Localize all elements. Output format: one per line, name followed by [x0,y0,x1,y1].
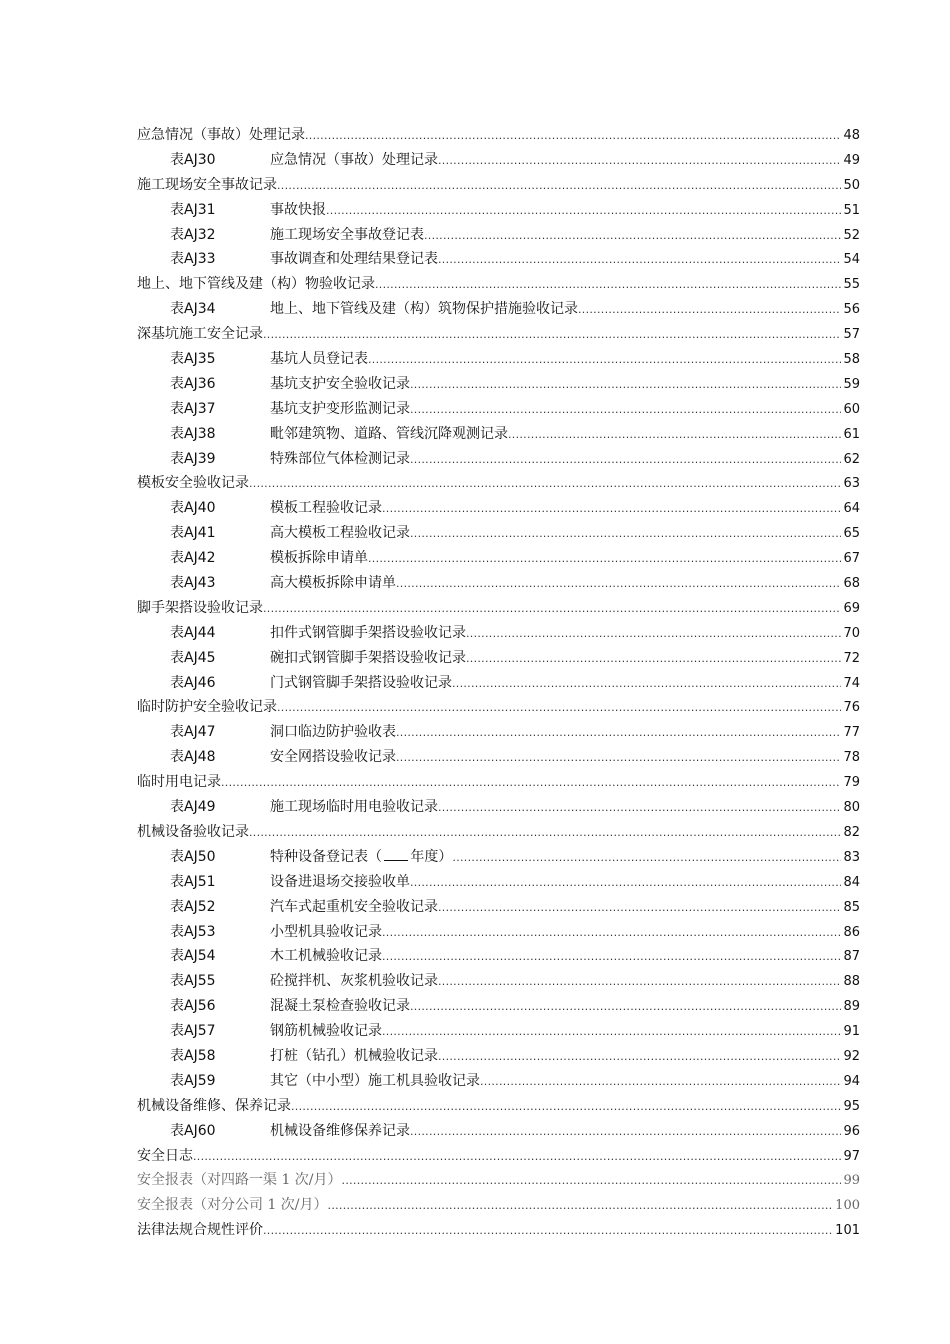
toc-entry-title: 安全报表（对分公司 1 次/月） [137,1197,328,1214]
toc-entry-code: 表AJ58 [170,1047,216,1064]
toc-entry-title: 碗扣式钢管脚手架搭设验收记录 [270,649,466,666]
toc-entry-code: 表AJ51 [170,873,216,890]
toc-entry-title: 安全日志 [137,1147,193,1164]
dot-leader [410,373,841,398]
toc-entry-code: 表AJ40 [170,500,216,517]
toc-entry[interactable] [137,770,860,795]
toc-entry-title: 安全报表（对四路一渠 1 次/月） [137,1172,342,1189]
toc-page-number: 62 [843,451,860,467]
dot-leader [368,547,841,572]
toc-page-number: 52 [843,227,860,243]
dot-leader [452,846,841,871]
toc-page-number: 51 [843,202,860,218]
toc-entry-code: 表AJ44 [170,624,216,641]
toc-subentry[interactable] [137,571,860,596]
toc-entry-title: 事故快报 [270,201,326,218]
toc-page-number: 82 [843,824,860,840]
toc-entry-title: 地上、地下管线及建（构）物验收记录 [137,276,375,293]
toc-subentry[interactable] [137,521,860,546]
toc-entry-title: 模板安全验收记录 [137,475,249,492]
toc-entry-title: 小型机具验收记录 [270,923,382,940]
toc-entry-title: 机械设备维修保养记录 [270,1122,410,1139]
toc-entry-title: 高大模板拆除申请单 [270,575,396,592]
fill-in-blank [384,846,408,861]
dot-leader [452,672,841,697]
toc-page-number: 63 [843,476,860,492]
toc-subentry[interactable] [137,870,860,895]
dot-leader [396,721,841,746]
toc-subentry[interactable] [137,745,860,770]
toc-subentry[interactable] [137,1019,860,1044]
toc-entry-code: 表AJ57 [170,1023,216,1040]
toc-entry-title: 洞口临边防护验收表 [270,724,396,741]
dot-leader [249,472,841,497]
toc-entry-code: 表AJ42 [170,550,216,567]
toc-entry-code: 表AJ35 [170,351,216,368]
toc-page-number: 57 [843,327,860,343]
toc-entry-title: 安全网搭设验收记录 [270,749,396,766]
toc-entry-code: 表AJ53 [170,923,216,940]
toc-entry-code: 表AJ32 [170,226,216,243]
dot-leader [438,796,841,821]
dot-leader [342,1169,842,1194]
toc-page-number: 96 [843,1123,860,1139]
dot-leader [249,821,841,846]
toc-entry-title: 门式钢管脚手架搭设验收记录 [270,674,452,691]
toc-entry[interactable] [137,1193,860,1218]
toc-page-number: 48 [843,128,860,143]
dot-leader [305,124,841,149]
dot-leader [438,970,841,995]
dot-leader [438,896,841,921]
toc-subentry[interactable] [137,621,860,646]
table-of-contents [137,123,860,1243]
toc-entry-title: 打桩（钻孔）机械验收记录 [270,1047,438,1064]
toc-subentry[interactable] [137,247,860,272]
toc-page-number: 88 [843,974,860,990]
dot-leader [277,696,841,721]
toc-page-number: 80 [843,800,860,816]
dot-leader [424,224,841,249]
toc-page-number: 92 [843,1048,860,1064]
toc-page-number: 87 [843,949,860,965]
dot-leader [263,1219,833,1244]
dot-leader [193,1145,841,1170]
dot-leader [410,871,841,896]
toc-entry[interactable] [137,1094,860,1119]
toc-entry-code: 表AJ55 [170,973,216,990]
dot-leader [326,199,841,224]
toc-subentry[interactable] [137,1119,860,1144]
dot-leader [466,647,841,672]
dot-leader [221,771,841,796]
dot-leader [375,273,841,298]
toc-page-number: 91 [843,1024,860,1040]
toc-page-number: 49 [843,152,860,168]
toc-page-number: 64 [843,501,860,517]
dot-leader [410,1120,841,1145]
toc-entry-code: 表AJ33 [170,251,216,268]
toc-subentry[interactable] [137,920,860,945]
toc-subentry[interactable] [137,422,860,447]
toc-entry-code: 表AJ52 [170,898,216,915]
toc-page-number: 100 [835,1198,860,1214]
dot-leader [480,1070,841,1095]
toc-page-number: 83 [843,849,860,865]
dot-leader [410,448,841,473]
toc-subentry[interactable] [137,994,860,1019]
toc-entry[interactable] [137,695,860,720]
toc-entry-title: 机械设备维修、保养记录 [137,1097,291,1114]
toc-entry-title: 脚手架搭设验收记录 [137,599,263,616]
toc-entry[interactable] [137,272,860,297]
toc-subentry[interactable] [137,496,860,521]
toc-page-number: 67 [843,551,860,567]
toc-entry-code: 表AJ54 [170,948,216,965]
toc-page-number: 86 [843,924,860,940]
toc-entry-code: 表AJ48 [170,749,216,766]
toc-entry-title: 模板工程验收记录 [270,500,382,517]
toc-entry[interactable] [137,471,860,496]
toc-entry-title: 基坑支护变形监测记录 [270,400,410,417]
dot-leader [328,1194,834,1219]
toc-entry-title: 砼搅拌机、灰浆机验收记录 [270,973,438,990]
dot-leader [410,398,841,423]
toc-entry-title: 临时用电记录 [137,774,221,791]
toc-subentry[interactable] [137,397,860,422]
toc-subentry[interactable] [137,845,860,870]
toc-subentry[interactable] [137,447,860,472]
dot-leader [410,522,841,547]
toc-page-number: 101 [835,1223,860,1239]
toc-subentry[interactable] [137,546,860,571]
toc-entry-code: 表AJ37 [170,400,216,417]
toc-page-number: 95 [843,1098,860,1114]
dot-leader [438,1045,841,1070]
toc-page-number: 89 [843,999,860,1015]
toc-entry-title: 应急情况（事故）处理记录 [270,151,438,168]
dot-leader [382,921,841,946]
toc-entry-title: 事故调查和处理结果登记表 [270,251,438,268]
toc-page-number: 61 [843,426,860,442]
toc-page-number: 59 [843,376,860,392]
toc-page-number: 85 [843,899,860,915]
toc-entry-code: 表AJ34 [170,301,216,318]
toc-subentry[interactable] [137,795,860,820]
toc-entry-title: 法律法规合规性评价 [137,1222,263,1239]
toc-page-number: 94 [843,1073,860,1089]
toc-entry-code: 表AJ43 [170,575,216,592]
toc-entry-title: 机械设备验收记录 [137,823,249,840]
toc-entry-title: 深基坑施工安全记录 [137,326,263,343]
toc-subentry[interactable] [137,347,860,372]
toc-entry[interactable] [137,173,860,198]
toc-entry-title: 施工现场安全事故登记表 [270,226,424,243]
toc-entry-title: 混凝土泵检查验收记录 [270,998,410,1015]
toc-entry-code: 表AJ59 [170,1072,216,1089]
toc-page-number: 74 [843,675,860,691]
toc-entry-title: 其它（中小型）施工机具验收记录 [270,1072,480,1089]
toc-page-number: 55 [843,277,860,293]
dot-leader [578,298,841,323]
toc-entry-code: 表AJ49 [170,799,216,816]
toc-page-number: 99 [843,1173,860,1189]
toc-entry-title-suffix: 年度） [410,848,453,865]
toc-subentry[interactable] [137,895,860,920]
toc-entry-title: 施工现场安全事故记录 [137,176,277,193]
toc-entry-code: 表AJ39 [170,450,216,467]
toc-entry-title: 临时防护安全验收记录 [137,699,277,716]
toc-subentry[interactable] [137,148,860,173]
toc-entry-title: 应急情况（事故）处理记录 [137,127,305,143]
toc-subentry[interactable] [137,646,860,671]
dot-leader [291,1095,841,1120]
toc-entry-title: 毗邻建筑物、道路、管线沉降观测记录 [270,425,508,442]
toc-subentry[interactable] [137,223,860,248]
toc-entry[interactable] [137,322,860,347]
toc-entry-title: 钢筋机械验收记录 [270,1023,382,1040]
dot-leader [396,746,841,771]
dot-leader [410,995,841,1020]
toc-entry-code: 表AJ50 [170,848,216,865]
dot-leader [277,174,841,199]
toc-entry-title: 模板拆除申请单 [270,550,368,567]
toc-entry-title: 基坑人员登记表 [270,351,368,368]
toc-page-number: 69 [843,600,860,616]
toc-page-number: 97 [843,1148,860,1164]
dot-leader [466,622,841,647]
toc-entry-title: 扣件式钢管脚手架搭设验收记录 [270,624,466,641]
toc-entry-title: 特种设备登记表（ [270,848,382,865]
dot-leader [396,572,841,597]
toc-entry[interactable] [137,1168,860,1193]
toc-entry-code: 表AJ56 [170,998,216,1015]
toc-entry-title: 基坑支护安全验收记录 [270,375,410,392]
dot-leader [263,597,841,622]
toc-entry-title: 施工现场临时用电验收记录 [270,799,438,816]
toc-page-number: 60 [843,401,860,417]
toc-subentry[interactable] [137,372,860,397]
dot-leader [508,423,841,448]
toc-subentry[interactable] [137,969,860,994]
toc-entry-title: 设备进退场交接验收单 [270,873,410,890]
toc-entry[interactable] [137,596,860,621]
toc-entry-code: 表AJ38 [170,425,216,442]
dot-leader [382,1020,841,1045]
toc-page-number: 58 [843,352,860,368]
dot-leader [382,497,841,522]
toc-entry-code: 表AJ45 [170,649,216,666]
toc-page-number: 65 [843,526,860,542]
toc-page-number: 79 [843,775,860,791]
toc-page-number: 76 [843,700,860,716]
dot-leader [438,248,841,273]
toc-entry[interactable] [137,1144,860,1169]
toc-entry-code: 表AJ31 [170,201,216,218]
toc-entry-title: 木工机械验收记录 [270,948,382,965]
dot-leader [263,323,841,348]
dot-leader [368,348,841,373]
toc-entry[interactable] [137,123,860,148]
toc-subentry[interactable] [137,1069,860,1094]
toc-subentry[interactable] [137,1044,860,1069]
toc-subentry[interactable] [137,198,860,223]
toc-page-number: 77 [843,725,860,741]
toc-entry-code: 表AJ36 [170,375,216,392]
toc-page-number: 70 [843,625,860,641]
dot-leader [382,945,841,970]
toc-entry[interactable] [137,1218,860,1243]
toc-subentry[interactable] [137,671,860,696]
toc-subentry[interactable] [137,944,860,969]
toc-page-number: 72 [843,650,860,666]
toc-entry-code: 表AJ30 [170,151,216,168]
toc-page-number: 84 [843,874,860,890]
toc-page-number: 50 [843,177,860,193]
toc-entry-title: 高大模板工程验收记录 [270,525,410,542]
toc-page-number: 68 [843,576,860,592]
toc-entry-title: 汽车式起重机安全验收记录 [270,898,438,915]
toc-entry[interactable] [137,820,860,845]
toc-entry-code: 表AJ46 [170,674,216,691]
toc-subentry[interactable] [137,720,860,745]
toc-entry-title: 地上、地下管线及建（构）筑物保护措施验收记录 [270,301,578,318]
toc-entry-code: 表AJ41 [170,525,216,542]
toc-entry-code: 表AJ47 [170,724,216,741]
toc-page-number: 54 [843,252,860,268]
dot-leader [438,149,841,174]
toc-entry-title: 特殊部位气体检测记录 [270,450,410,467]
toc-entry-code: 表AJ60 [170,1122,216,1139]
toc-page-number: 56 [843,302,860,318]
toc-subentry[interactable] [137,297,860,322]
toc-page-number: 78 [843,750,860,766]
